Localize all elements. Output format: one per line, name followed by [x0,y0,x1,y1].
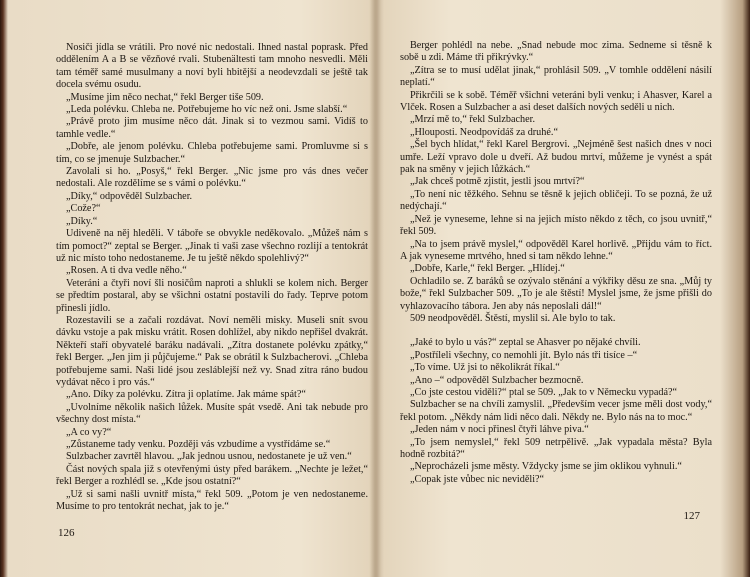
paragraph: Rozestavili se a začali rozdávat. Noví neměli misky. Museli snít svou dávku vstoje a pak misku vrátit. Rosen dohlížel, aby nikdo nepřišel dvakrát. Někteří staří obyvatelé baráku nadávali. „Zítra dostanete polévku zpátky,“ řekl Berger. „Jen jim ji půjčujeme.“ Pak se obrátil k Sulzbacherovi. „Chleba potřebujeme sami. Naši lidé jsou zesláblejší než vy. Snad zítra ráno budou vydávat něco i pro vás.“ [56,314,368,388]
paragraph: „Hlouposti. Neodpovídáš za druhé.“ [410,126,558,138]
paragraph: „Díky.“ [66,215,98,227]
left-page-text [56,42,368,513]
paragraph: Část nových spala již s otevřenými ústy před barákem. „Nechte je ležet,“ řekl Berger a rozhlédl se. „Kde jsou ostatní?“ [56,463,368,488]
book-gutter [370,0,384,577]
paragraph: Sulzbacher se na chvíli zamyslil. „Především vecer jsme měli dost vody,“ řekl potom. „Někdy nám lidi něco dali. Někdy ne. Bylo nás na to moc.“ [400,399,712,423]
paragraph: „To jsem nemyslel,“ řekl 509 netrpělivě. „Jak vypadala města? Byla hodně rozbitá?“ [400,436,712,460]
paragraph: „Cože?“ [66,203,101,215]
paragraph: „Zítra se to musí udělat jinak,“ prohlásil 509. „V tomhle oddělení násilí neplatí.“ [400,64,712,89]
paragraph: „Právě proto jim musíme něco dát. Jinak si to vezmou sami. Vidíš to tamhle vedle.“ [56,116,368,140]
left-page [56,0,368,577]
paragraph: „Rosen. A ti dva vedle něho.“ [66,265,187,277]
page-number: 127 [683,509,700,522]
right-page-text [400,40,712,486]
paragraph: „Jeden nám v noci přinesl čtyři láhve piva.“ [410,424,589,436]
paragraph: „Mrzí mě to,“ řekl Sulzbacher. [410,114,536,126]
paragraph: „Leda polévku. Chleba ne. Potřebujeme ho víc než oni. Jsme slabší.“ [66,104,348,116]
paragraph: „Jak chceš potmě zjistit, jestli jsou mrtví?“ [410,176,585,188]
paragraph: „To není nic těžkého. Sehnu se těsně k jejich obličeji. To se pozná, že už nedýchají.“ [400,188,712,213]
paragraph: „Na to jsem právě myslel,“ odpověděl Karel horlivě. „Přijdu vám to říct. A jak vyneseme mrtvého, hned si tam někdo lehne.“ [400,238,712,262]
paragraph: „Dobře, Karle,“ řekl Berger. „Hlídej.“ [410,263,565,275]
paragraph: „Co jste cestou viděli?“ ptal se 509. „Jak to v Německu vypadá?“ [410,386,678,398]
right-page [400,0,712,577]
paragraph: „Díky,“ odpověděl Sulzbacher. [66,190,193,202]
paragraph: „Postříleli všechny, co nemohli jít. Bylo nás tři tisíce –“ [410,349,638,361]
paragraph: „Šel bych hlídat,“ řekl Karel Bergrovi. „Nejméně šest našich dnes v noci umře. Leží vpravo dole u dveří. Až budou mrtví, můžeme je vynést a spát pak na směny v jejich lůžkách.“ [400,139,712,176]
paragraph: Nosiči jídla se vrátili. Pro nové nic nedostali. Ihned nastal poprask. Před oddělením A a B se vězňové rvali. Stubenältesti tam mnoho nesvedli. Měli tam téměř samé musulmany a noví byli hbitější a neodevzdali se ještě tak docela svému osudu. [56,42,368,91]
paragraph: „Už si sami našli uvnitř místa,“ řekl 509. „Potom je ven nedostaneme. Musíme to pro tentokrát nechat, jak to je.“ [56,488,368,513]
paragraph: Udiveně na něj hleděli. V táboře se obvykle neděkovalo. „Můžeš nám s tím pomoct?“ zeptal se Berger. „Jinak ti vaši zase všechno rozlijí a tentokrát už nic místo toho nedostaneme. Je tu ještě někdo spolehlivý?“ [56,228,368,264]
paragraph: „A co vy?“ [66,426,112,438]
paragraph: Ochladilo se. Z baráků se ozývalo stěnání a výkřiky děsu ze sna. „Můj ty bože,“ řekl Sulzbacher 509. „To je ale štěstí! Myslel jsme, že jsme přišli do vyhlazovacího tábora. Jen aby nás neposlali dál!“ [400,275,712,312]
paragraph: Zavolali si ho. „Posyš,“ řekl Berger. „Nic jsme pro vás dnes večer nedostali. Ale rozdělíme se s vámi o polévku.“ [56,166,368,190]
paragraph: Berger pohlédl na nebe. „Snad nebude moc zima. Sedneme si těsně k sobě u zdi. Máme tři přikrývky.“ [400,40,712,64]
paragraph: „Dobře, ale jenom polévku. Chleba potřebujeme sami. Promluvme si s tím, co se jmenuje Sulzbacher.“ [56,141,368,165]
paragraph: 509 neodpověděl. Štěstí, myslil si. Ale bylo to tak. [410,312,616,324]
paragraph: „Ano. Díky za polévku. Zítra ji oplatíme. Jak máme spát?“ [66,389,306,401]
paragraph: Sulzbacher zavrtěl hlavou. „Jak jednou usnou, nedostanete je už ven.“ [66,451,352,463]
paragraph: „Ano –“ odpověděl Sulzbacher bezmocně. [410,374,584,386]
page-number: 126 [58,526,75,539]
paragraph: „Copak jste vůbec nic neviděli?“ [410,473,545,485]
paragraph: Veteráni a čtyři noví šli nosičům naproti a shlukli se kolem nich. Berger se předtím postaral, aby se všichni ostatní postavili do řady. Teprve potom přinesli jídlo. [56,277,368,314]
paragraph: „Musíme jim něco nechat,“ řekl Berger tiše 509. [66,91,264,103]
paragraph: „Zůstaneme tady venku. Později vás vzbudíme a vystřídáme se.“ [66,439,331,450]
section-break [400,325,712,337]
paragraph: „To víme. Už jsi to několikrát říkal.“ [410,362,560,374]
paragraph: „Než je vyneseme, lehne si na jejich místo někdo z těch, co jsou uvnitř,“ řekl 509. [400,213,712,238]
paragraph: „Neprocházeli jsme městy. Vždycky jsme se jim oklikou vyhnuli.“ [410,461,682,473]
paragraph: „Jaké to bylo u vás?“ zeptal se Ahasver po nějaké chvíli. [410,337,641,349]
paragraph: „Uvolníme několik našich lůžek. Musíte spát vsedě. Ani tak nebude pro všechny dost místa.“ [56,401,368,426]
paragraph: Přikrčili se k sobě. Téměř všichni veteráni byli venku; i Ahasver, Karel a Vlček. Rosen a Sulzbacher a asi deset dalších nových seděli u nich. [400,89,712,114]
